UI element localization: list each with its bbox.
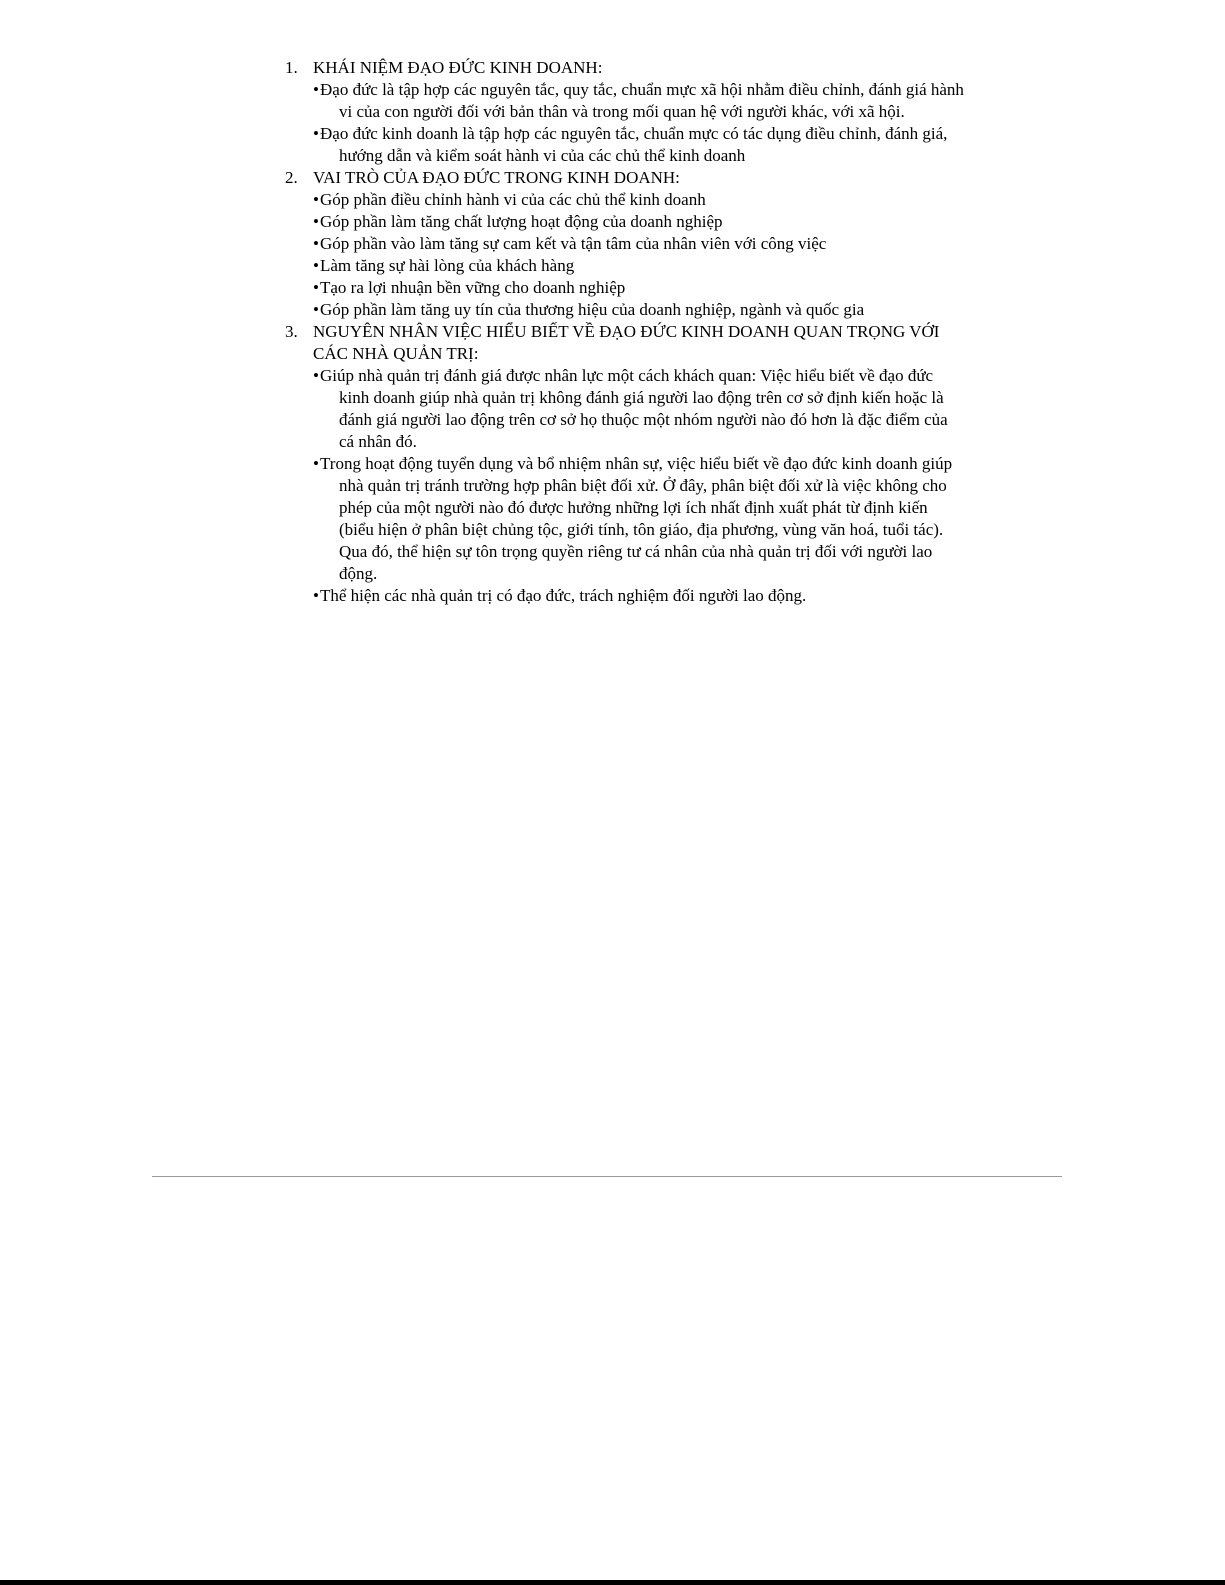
bullet-list: [285, 79, 965, 167]
section-title: NGUYÊN NHÂN VIỆC HIỂU BIẾT VỀ ĐẠO ĐỨC KINH DOANH QUAN TRỌNG VỚI CÁC NHÀ QUẢN TRỊ:: [313, 322, 940, 363]
list-item: •Góp phần vào làm tăng sự cam kết và tận tâm của nhân viên với công việc: [313, 234, 827, 253]
bullet-icon: •: [313, 586, 319, 605]
section-number: 2.: [285, 168, 298, 187]
section-heading: [285, 57, 965, 79]
bullet-icon: •: [313, 124, 319, 143]
page-bottom-border: [0, 1580, 1225, 1585]
bullet-icon: •: [313, 212, 319, 231]
list-item: •Giúp nhà quản trị đánh giá được nhân lực một cách khách quan: Việc hiểu biết về đạo đức kinh doanh giúp nhà quản trị không đánh giá người lao động trên cơ sở định kiến hoặc là đánh giá người lao động trên cơ sở họ thuộc một nhóm người nào đó hơn là đặc điểm của cá nhân đó.: [313, 366, 948, 451]
bullet-icon: •: [313, 80, 319, 99]
bullet-icon: •: [313, 366, 319, 385]
section-1: [285, 57, 965, 167]
section-title: KHÁI NIỆM ĐẠO ĐỨC KINH DOANH:: [313, 58, 603, 77]
list-item: •Thể hiện các nhà quản trị có đạo đức, trách nghiệm đối người lao động.: [313, 586, 807, 605]
section-2: [285, 167, 965, 321]
bullet-icon: •: [313, 278, 319, 297]
list-item: •Đạo đức là tập hợp các nguyên tắc, quy tắc, chuẩn mực xã hội nhằm điều chỉnh, đánh giá hành vi của con người đối với bản thân và trong mối quan hệ với người khác, với xã hội.: [313, 80, 964, 121]
list-item: •Góp phần điều chỉnh hành vi của các chủ thể kinh doanh: [313, 190, 706, 209]
list-item: •Góp phần làm tăng uy tín của thương hiệu của doanh nghiệp, ngành và quốc gia: [313, 300, 865, 319]
section-3: [285, 321, 965, 607]
document-body: [285, 57, 965, 607]
list-item: •Trong hoạt động tuyển dụng và bổ nhiệm nhân sự, việc hiểu biết về đạo đức kinh doanh giúp nhà quản trị tránh trường hợp phân biệt đối xử. Ở đây, phân biệt đối xử là việc không cho phép của một người nào đó được hưởng những lợi ích nhất định xuất phát từ định kiến (biểu hiện ở phân biệt chủng tộc, giới tính, tôn giáo, địa phương, vùng văn hoá, tuổi tác). Qua đó, thể hiện sự tôn trọng quyền riêng tư cá nhân của nhà quản trị đối với người lao động.: [313, 454, 953, 583]
section-number: 1.: [285, 58, 298, 77]
section-heading: [285, 167, 965, 189]
list-item: •Tạo ra lợi nhuận bền vững cho doanh nghiệp: [313, 278, 626, 297]
list-item: •Đạo đức kinh doanh là tập hợp các nguyên tắc, chuẩn mực có tác dụng điều chỉnh, đánh giá, hướng dẫn và kiểm soát hành vi của các chủ thể kinh doanh: [313, 124, 948, 165]
list-item: •Làm tăng sự hài lòng của khách hàng: [313, 256, 575, 275]
bullet-list: [285, 365, 965, 607]
section-title: VAI TRÒ CỦA ĐẠO ĐỨC TRONG KINH DOANH:: [313, 168, 680, 187]
bullet-icon: •: [313, 256, 319, 275]
bullet-icon: •: [313, 234, 319, 253]
bullet-icon: •: [313, 454, 319, 473]
list-item: •Góp phần làm tăng chất lượng hoạt động của doanh nghiệp: [313, 212, 723, 231]
page-divider: [152, 1176, 1062, 1177]
bullet-icon: •: [313, 190, 319, 209]
bullet-icon: •: [313, 300, 319, 319]
section-heading: [285, 321, 965, 365]
bullet-list: [285, 189, 965, 321]
section-number: 3.: [285, 322, 298, 341]
